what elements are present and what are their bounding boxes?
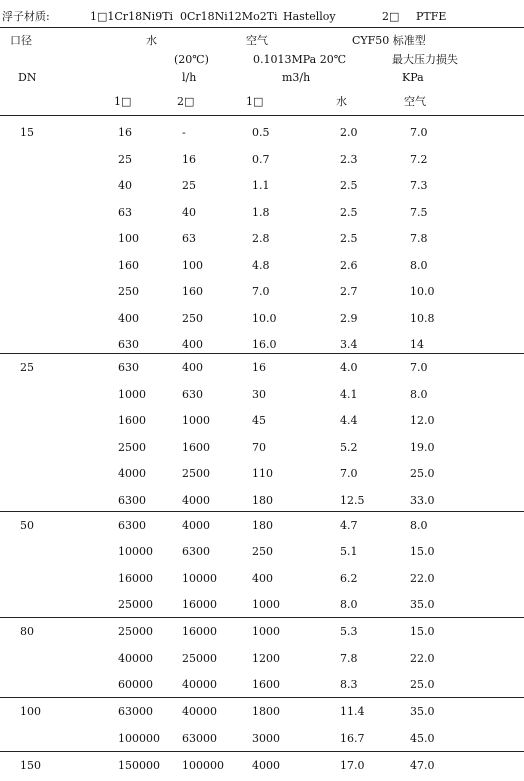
loss-air-cell: 7.0 (410, 126, 428, 139)
air-1-flow-cell: 1000 (252, 598, 280, 611)
water-2-flow-cell: 4000 (182, 519, 210, 532)
loss-air-cell: 10.0 (410, 285, 435, 298)
water-2-flow-cell: 1600 (182, 441, 210, 454)
sub-water-1: 1□ (114, 95, 132, 108)
loss-water-cell: 5.1 (340, 545, 358, 558)
air-1-flow-cell: 1.1 (252, 179, 270, 192)
water-2-flow-cell: 6300 (182, 545, 210, 558)
dn-label: 150 (20, 759, 41, 772)
loss-water-cell: 16.7 (340, 732, 365, 745)
loss-water-cell: 2.5 (340, 232, 358, 245)
water-1-flow-cell: 25000 (118, 625, 153, 638)
loss-water-cell: 11.4 (340, 705, 365, 718)
loss-air-cell: 12.0 (410, 414, 435, 427)
material-1: 1□1Cr18Ni9Ti (90, 10, 174, 23)
loss-water-cell: 4.4 (340, 414, 358, 427)
material-4: 2□ (382, 10, 400, 23)
water-1-flow-cell: 2500 (118, 441, 146, 454)
water-1-flow-cell: 250 (118, 285, 139, 298)
air-1-flow-cell: 3000 (252, 732, 280, 745)
water-1-flow-cell: 100000 (118, 732, 160, 745)
unit-dn: DN (18, 71, 37, 84)
water-1-flow-cell: 40 (118, 179, 132, 192)
water-1-flow-cell: 16 (118, 126, 132, 139)
loss-air-cell: 45.0 (410, 732, 435, 745)
loss-water-cell: 8.0 (340, 598, 358, 611)
loss-air-cell: 7.3 (410, 179, 428, 192)
air-1-flow-cell: 70 (252, 441, 266, 454)
table-top-rule (0, 115, 524, 116)
loss-air-cell: 47.0 (410, 759, 435, 772)
float-material-label: 浮子材质: (2, 10, 50, 23)
col-model: CYF50 标准型 (352, 34, 426, 47)
air-1-flow-cell: 110 (252, 467, 273, 480)
water-1-flow-cell: 1000 (118, 388, 146, 401)
water-1-flow-cell: 1600 (118, 414, 146, 427)
loss-air-cell: 15.0 (410, 545, 435, 558)
water-1-flow-cell: 25 (118, 153, 132, 166)
loss-water-cell: 6.2 (340, 572, 358, 585)
loss-water-cell: 2.3 (340, 153, 358, 166)
air-1-flow-cell: 1000 (252, 625, 280, 638)
air-1-flow-cell: 0.7 (252, 153, 270, 166)
loss-water-cell: 2.5 (340, 206, 358, 219)
water-2-flow-cell: 63 (182, 232, 196, 245)
unit-air: m3/h (282, 71, 311, 84)
water-2-flow-cell: 40 (182, 206, 196, 219)
loss-air-cell: 33.0 (410, 494, 435, 507)
air-1-flow-cell: 400 (252, 572, 273, 585)
air-1-flow-cell: 7.0 (252, 285, 270, 298)
water-1-flow-cell: 630 (118, 338, 139, 351)
max-pressure-loss: 最大压力损失 (392, 53, 458, 66)
loss-air-cell: 14 (410, 338, 424, 351)
sub-air-1: 1□ (246, 95, 264, 108)
water-2-flow-cell: 4000 (182, 494, 210, 507)
col-air: 空气 (246, 34, 268, 47)
water-2-flow-cell: 100 (182, 259, 203, 272)
loss-water-cell: 2.5 (340, 179, 358, 192)
water-1-flow-cell: 60000 (118, 678, 153, 691)
air-1-flow-cell: 4.8 (252, 259, 270, 272)
loss-water-cell: 17.0 (340, 759, 365, 772)
loss-water-cell: 2.6 (340, 259, 358, 272)
group-divider (0, 511, 524, 512)
water-1-flow-cell: 160 (118, 259, 139, 272)
loss-water-cell: 7.0 (340, 467, 358, 480)
water-2-flow-cell: 40000 (182, 705, 217, 718)
air-1-flow-cell: 10.0 (252, 312, 277, 325)
air-1-flow-cell: 1600 (252, 678, 280, 691)
loss-water-cell: 4.0 (340, 361, 358, 374)
loss-water-cell: 2.9 (340, 312, 358, 325)
header-rule (0, 27, 524, 28)
air-1-flow-cell: 16 (252, 361, 266, 374)
loss-air-cell: 22.0 (410, 572, 435, 585)
air-1-flow-cell: 2.8 (252, 232, 270, 245)
group-divider (0, 751, 524, 752)
loss-water-cell: 12.5 (340, 494, 365, 507)
water-1-flow-cell: 100 (118, 232, 139, 245)
dn-label: 80 (20, 625, 34, 638)
water-1-flow-cell: 4000 (118, 467, 146, 480)
water-2-flow-cell: 16 (182, 153, 196, 166)
water-2-flow-cell: 25 (182, 179, 196, 192)
loss-water-cell: 8.3 (340, 678, 358, 691)
loss-water-cell: 3.4 (340, 338, 358, 351)
unit-kpa: KPa (402, 71, 424, 84)
water-1-flow-cell: 25000 (118, 598, 153, 611)
water-2-flow-cell: 400 (182, 361, 203, 374)
sub-water-2: 2□ (177, 95, 195, 108)
loss-air-cell: 35.0 (410, 598, 435, 611)
water-2-flow-cell: 160 (182, 285, 203, 298)
air-1-flow-cell: 0.5 (252, 126, 270, 139)
water-1-flow-cell: 630 (118, 361, 139, 374)
loss-air-cell: 10.8 (410, 312, 435, 325)
water-2-flow-cell: 630 (182, 388, 203, 401)
water-1-flow-cell: 63000 (118, 705, 153, 718)
loss-air-cell: 8.0 (410, 388, 428, 401)
loss-air-cell: 7.0 (410, 361, 428, 374)
loss-water-cell: 7.8 (340, 652, 358, 665)
air-1-flow-cell: 180 (252, 494, 273, 507)
material-3: Hastelloy (283, 10, 336, 23)
loss-air-cell: 15.0 (410, 625, 435, 638)
loss-air-cell: 7.5 (410, 206, 428, 219)
dn-label: 25 (20, 361, 34, 374)
water-2-flow-cell: 1000 (182, 414, 210, 427)
water-2-flow-cell: 2500 (182, 467, 210, 480)
water-2-flow-cell: 100000 (182, 759, 224, 772)
sub-loss-air: 空气 (404, 95, 426, 108)
water-2-flow-cell: 16000 (182, 625, 217, 638)
water-2-flow-cell: 16000 (182, 598, 217, 611)
loss-air-cell: 8.0 (410, 259, 428, 272)
water-2-flow-cell: 40000 (182, 678, 217, 691)
water-1-flow-cell: 400 (118, 312, 139, 325)
water-2-flow-cell: 25000 (182, 652, 217, 665)
material-5: PTFE (416, 10, 447, 23)
water-2-flow-cell: 250 (182, 312, 203, 325)
water-2-flow-cell: 63000 (182, 732, 217, 745)
loss-water-cell: 2.0 (340, 126, 358, 139)
group-divider (0, 617, 524, 618)
group-divider (0, 353, 524, 354)
air-1-flow-cell: 1.8 (252, 206, 270, 219)
loss-water-cell: 4.1 (340, 388, 358, 401)
dn-label: 50 (20, 519, 34, 532)
water-1-flow-cell: 10000 (118, 545, 153, 558)
water-1-flow-cell: 16000 (118, 572, 153, 585)
air-1-flow-cell: 30 (252, 388, 266, 401)
air-1-flow-cell: 180 (252, 519, 273, 532)
air-1-flow-cell: 16.0 (252, 338, 277, 351)
water-1-flow-cell: 40000 (118, 652, 153, 665)
water-2-flow-cell: - (182, 126, 186, 139)
air-condition: 0.1013MPa 20℃ (253, 53, 347, 66)
loss-air-cell: 25.0 (410, 467, 435, 480)
loss-air-cell: 7.2 (410, 153, 428, 166)
loss-water-cell: 5.2 (340, 441, 358, 454)
air-1-flow-cell: 1800 (252, 705, 280, 718)
water-1-flow-cell: 63 (118, 206, 132, 219)
material-2: 0Cr18Ni12Mo2Ti (180, 10, 278, 23)
air-1-flow-cell: 250 (252, 545, 273, 558)
loss-air-cell: 22.0 (410, 652, 435, 665)
sub-loss-water: 水 (336, 95, 347, 108)
water-1-flow-cell: 6300 (118, 494, 146, 507)
loss-air-cell: 8.0 (410, 519, 428, 532)
group-divider (0, 697, 524, 698)
col-bore: 口径 (10, 34, 32, 47)
loss-water-cell: 4.7 (340, 519, 358, 532)
loss-water-cell: 5.3 (340, 625, 358, 638)
water-1-flow-cell: 150000 (118, 759, 160, 772)
water-1-flow-cell: 6300 (118, 519, 146, 532)
loss-air-cell: 25.0 (410, 678, 435, 691)
loss-water-cell: 2.7 (340, 285, 358, 298)
water-temp: (20℃) (174, 53, 209, 66)
air-1-flow-cell: 1200 (252, 652, 280, 665)
air-1-flow-cell: 4000 (252, 759, 280, 772)
loss-air-cell: 7.8 (410, 232, 428, 245)
air-1-flow-cell: 45 (252, 414, 266, 427)
unit-water: l/h (182, 71, 197, 84)
water-2-flow-cell: 10000 (182, 572, 217, 585)
loss-air-cell: 19.0 (410, 441, 435, 454)
dn-label: 100 (20, 705, 41, 718)
water-2-flow-cell: 400 (182, 338, 203, 351)
col-water: 水 (146, 34, 157, 47)
loss-air-cell: 35.0 (410, 705, 435, 718)
dn-label: 15 (20, 126, 34, 139)
